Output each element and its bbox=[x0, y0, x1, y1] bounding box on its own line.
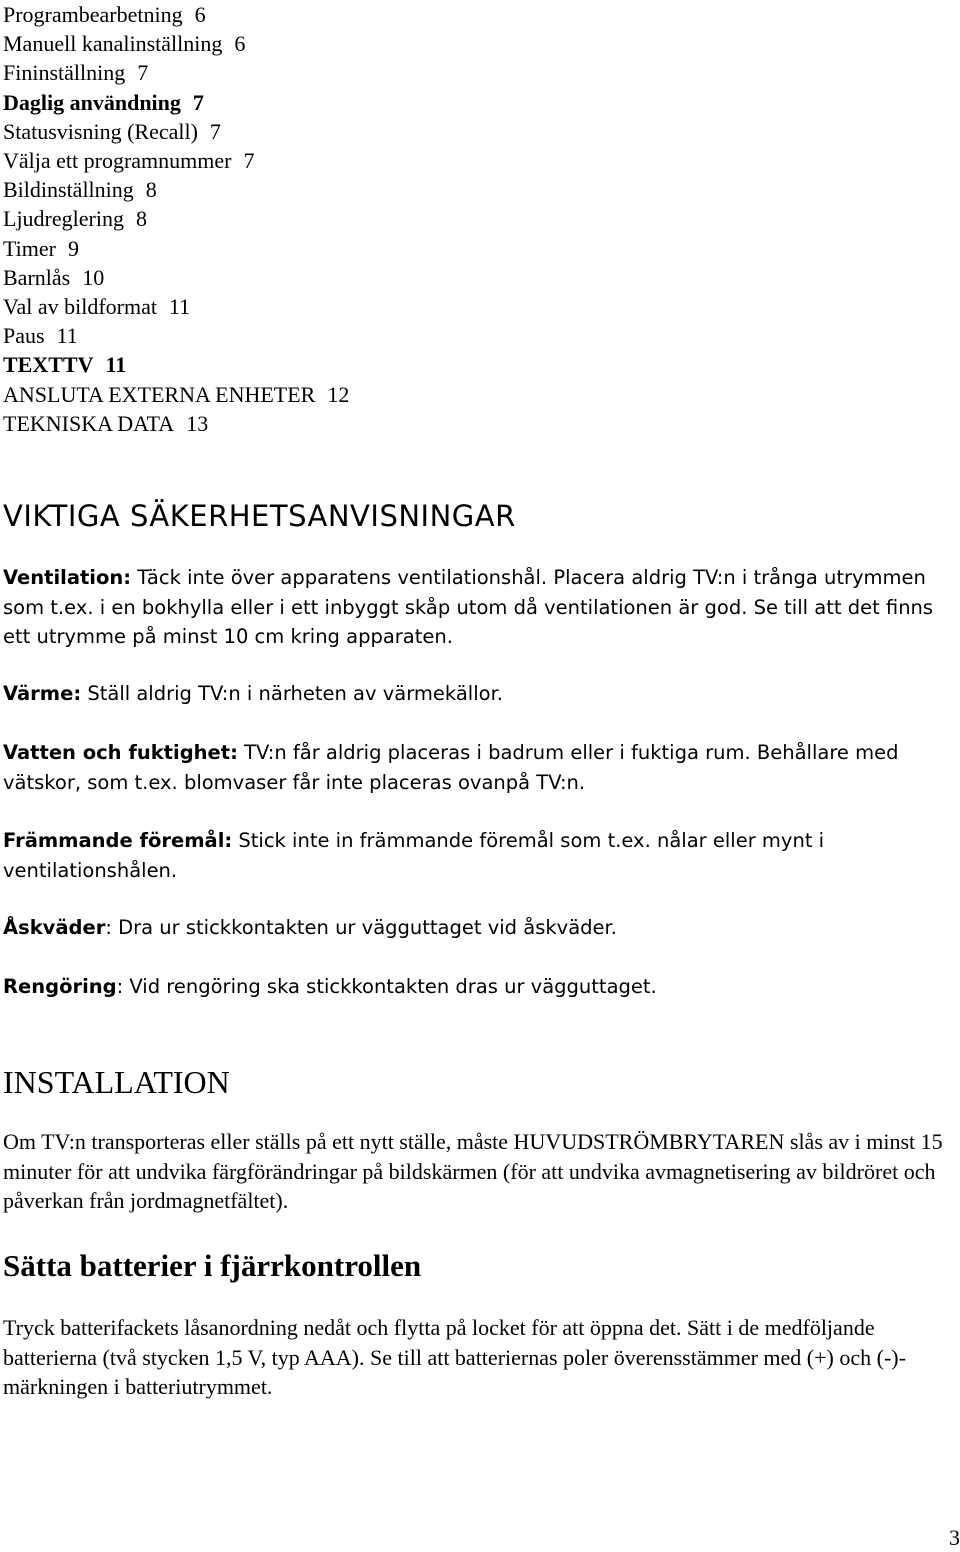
ventilation-label: Ventilation: bbox=[3, 566, 132, 589]
toc-item: Bildinställning 8 bbox=[3, 177, 157, 203]
toc-item: Barnlås 10 bbox=[3, 264, 105, 290]
safety-heading: VIKTIGA SÄKERHETSANVISNINGAR bbox=[3, 499, 516, 533]
foreign-objects-paragraph bbox=[3, 826, 955, 885]
page-number: 3 bbox=[949, 1525, 960, 1550]
toc-item: Fininställning 7 bbox=[3, 60, 149, 86]
toc-item: Ljudreglering 8 bbox=[3, 206, 147, 232]
cleaning-text: : Vid rengöring ska stickkontakten dras ur vägguttaget. bbox=[116, 975, 657, 998]
toc-item: Välja ett programnummer 7 bbox=[3, 148, 255, 174]
batteries-heading: Sätta batterier i fjärrkontrollen bbox=[3, 1248, 422, 1283]
installation-text: Om TV:n transporteras eller ställs på ett nytt ställe, måste HUVUDSTRÖMBRYTAREN slås av i minst 15 minuter för att undvika färgförändringar på bildskärmen (för att undvika avmagnetisering av bildröret och påverkan från jordmagnetfältet). bbox=[3, 1129, 943, 1213]
ventilation-paragraph bbox=[3, 563, 955, 652]
toc-item: ANSLUTA EXTERNA ENHETER 12 bbox=[3, 381, 350, 407]
toc-item: TEXTTV 11 bbox=[3, 352, 127, 378]
water-paragraph bbox=[3, 738, 955, 797]
heat-label: Värme: bbox=[3, 682, 82, 705]
batteries-text: Tryck batterifackets låsanordning nedåt och flytta på locket för att öppna det. Sätt i de medföljande batterierna (två stycken 1,5 V, typ AAA). Se till att batteriernas poler överensstämmer med (+) och (-)-märkningen i batteriutrymmet. bbox=[3, 1315, 906, 1399]
water-label: Vatten och fuktighet: bbox=[3, 741, 238, 764]
cleaning-label: Rengöring bbox=[3, 975, 117, 998]
thunderstorm-label: Åskväder bbox=[3, 916, 106, 939]
installation-heading: INSTALLATION bbox=[3, 1064, 230, 1100]
toc-item: Val av bildformat 11 bbox=[3, 294, 191, 320]
toc-item: Programbearbetning 6 bbox=[3, 2, 206, 27]
toc-item: Paus 11 bbox=[3, 323, 78, 349]
thunderstorm-text: : Dra ur stickkontakten ur vägguttaget vid åskväder. bbox=[105, 916, 617, 939]
water-text: TV:n får aldrig placeras i badrum eller i fuktiga rum. Behållare med vätskor, som t.ex. blomvaser får inte placeras ovanpå TV:n. bbox=[3, 741, 899, 794]
cleaning-paragraph bbox=[3, 972, 955, 1002]
foreign-objects-label: Främmande föremål: bbox=[3, 829, 233, 852]
thunderstorm-paragraph bbox=[3, 913, 955, 943]
toc-item: TEKNISKA DATA 13 bbox=[3, 410, 209, 436]
heat-paragraph bbox=[3, 679, 955, 709]
table-of-contents bbox=[3, 0, 349, 438]
ventilation-text: Täck inte över apparatens ventilationshål. Placera aldrig TV:n i trånga utrymmen som t.ex. i en bokhylla eller i ett inbyggt skåp utom då ventilationen är god. Se till att det finns ett utrymme på minst 10 cm kring apparaten. bbox=[3, 566, 934, 648]
toc-item: Timer 9 bbox=[3, 235, 79, 261]
toc-item: Manuell kanalinställning 6 bbox=[3, 31, 246, 57]
foreign-objects-text: Stick inte in främmande föremål som t.ex. nålar eller mynt i ventilationshålen. bbox=[3, 829, 825, 882]
toc-item: Daglig användning 7 bbox=[3, 89, 204, 115]
toc-item: Statusvisning (Recall) 7 bbox=[3, 118, 221, 144]
heat-text: Ställ aldrig TV:n i närheten av värmekällor. bbox=[81, 682, 503, 705]
